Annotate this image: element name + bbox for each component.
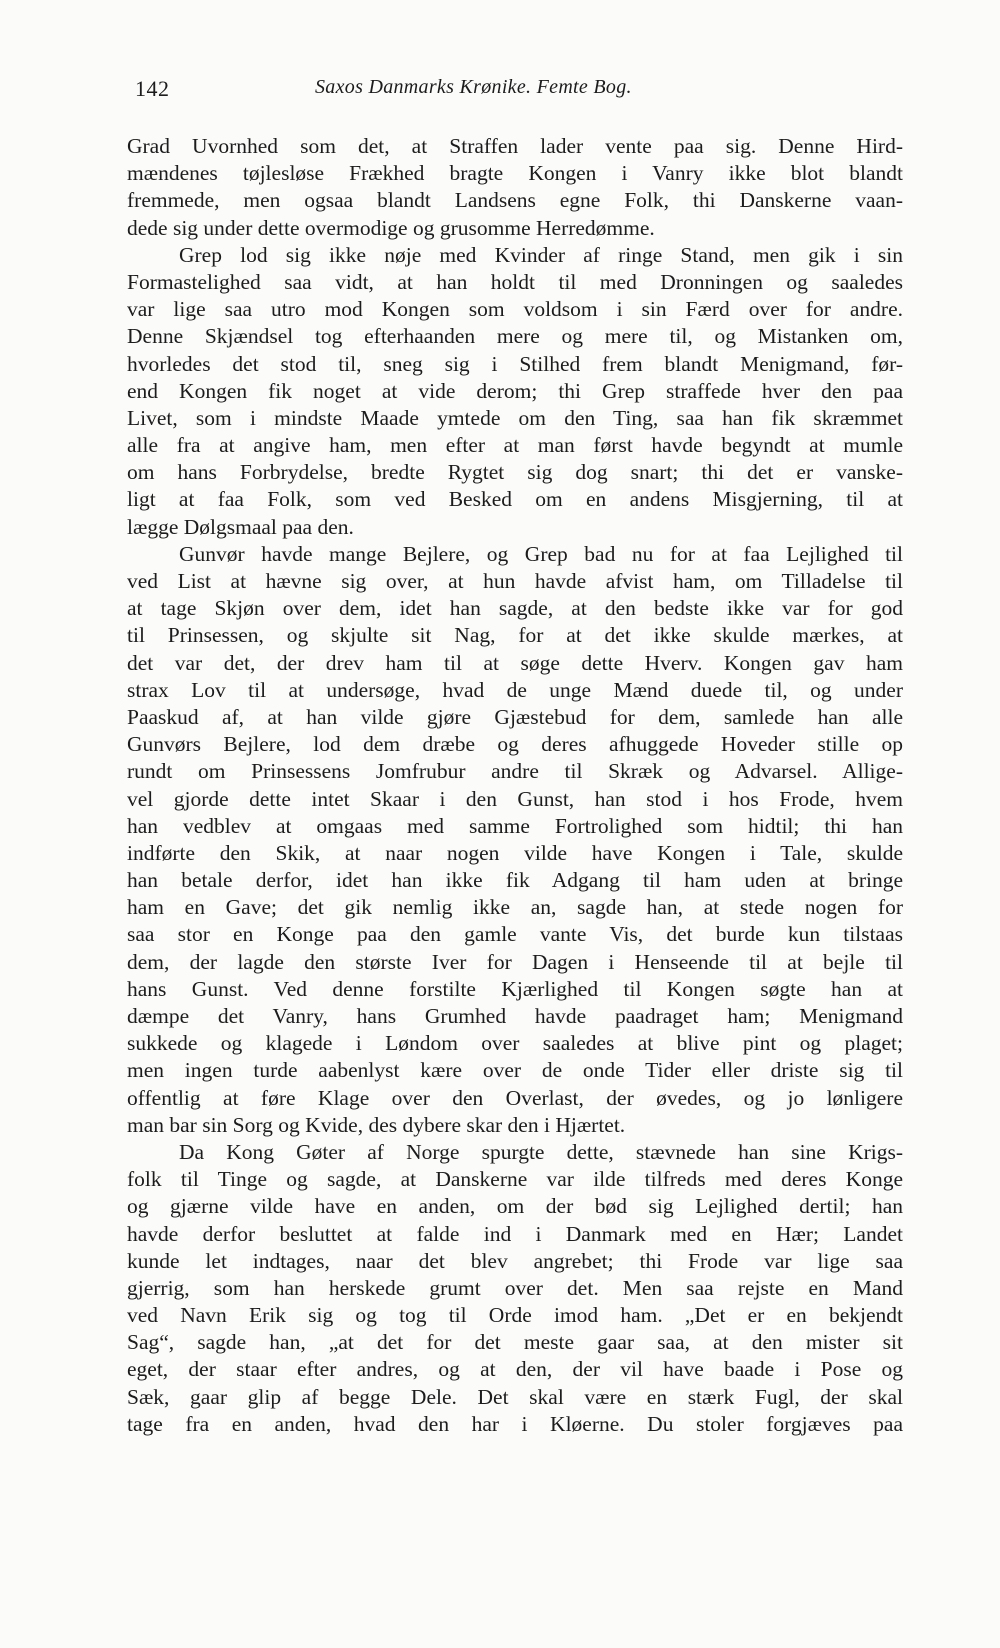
text-line: Da Kong Gøter af Norge spurgte dette, stævnede han sine Krigs-: [179, 1139, 903, 1164]
text-line: fremmede, men ogsaa blandt Landsens egne Folk, thi Danskerne vaan-: [127, 188, 903, 213]
text-line: om hans Forbrydelse, bredte Rygtet sig dog snart; thi det er vanske-: [127, 460, 903, 485]
text-line: folk til Tinge og sagde, at Danskerne var ilde tilfreds med deres Konge: [127, 1167, 903, 1192]
text-line: ved Navn Erik sig og tog til Orde imod ham. „Det er en bekjendt: [127, 1303, 903, 1328]
text-line: men ingen turde aabenlyst kære over de onde Tider eller driste sig til: [127, 1058, 903, 1083]
text-line: var lige saa utro mod Kongen som voldsom i sin Færd over for andre.: [127, 297, 903, 322]
text-line: Sæk, gaar glip af begge Dele. Det skal være en stærk Fugl, der skal: [127, 1384, 903, 1409]
text-line: indførte den Skik, at naar nogen vilde have Kongen i Tale, skulde: [127, 840, 903, 865]
text-line: Paaskud af, at han vilde gjøre Gjæstebud for dem, samlede han alle: [127, 704, 903, 729]
text-line: Formastelighed saa vidt, at han holdt til med Dronningen og saaledes: [127, 269, 903, 294]
body-text: [127, 133, 903, 1438]
text-line: til Prinsessen, og skjulte sit Nag, for at det ikke skulde mærkes, at: [127, 623, 903, 648]
text-line: dede sig under dette overmodige og grusomme Herredømme.: [127, 215, 655, 240]
text-line: gjerrig, som han herskede grumt over det. Men saa rejste en Mand: [127, 1275, 903, 1300]
text-line: hvorledes det stod til, sneg sig i Stilhed frem blandt Menigmand, før-: [127, 351, 903, 376]
text-line: strax Lov til at undersøge, hvad de unge Mænd duede til, og under: [127, 677, 903, 702]
text-line: sukkede og klagede i Løndom over saaledes at blive pint og plaget;: [127, 1031, 903, 1056]
text-line: alle fra at angive ham, men efter at man først havde begyndt at mumle: [127, 433, 903, 458]
text-line: at tage Skjøn over dem, idet han sagde, at den bedste ikke var for god: [127, 596, 903, 621]
running-head: Saxos Danmarks Krønike. Femte Bog.: [315, 76, 632, 98]
text-line: Sag“, sagde han, „at det for det meste gaar saa, at den mister sit: [127, 1330, 903, 1355]
text-line: og gjærne vilde have en anden, om der bød sig Lejlighed dertil; han: [127, 1194, 903, 1219]
text-line: ligt at faa Folk, som ved Besked om en andens Misgjerning, til at: [127, 487, 903, 512]
text-line: ved List at hævne sig over, at hun havde afvist ham, om Tilladelse til: [127, 569, 903, 593]
text-line: lægge Dølgsmaal paa den.: [127, 514, 354, 539]
text-line: mændenes tøjlesløse Frækhed bragte Kongen i Vanry ikke blot blandt: [127, 161, 903, 186]
text-line: eget, der staar efter andres, og at den, der vil have baade i Pose og: [127, 1357, 903, 1382]
text-line: vel gjorde dette intet Skaar i den Gunst, han stod i hos Frode, hvem: [127, 786, 903, 811]
text-line: havde derfor besluttet at falde ind i Danmark med en Hær; Landet: [127, 1221, 903, 1246]
text-line: saa stor en Konge paa den gamle vante Vis, det burde kun tilstaas: [127, 922, 903, 947]
text-line: tage fra en anden, hvad den har i Kløerne. Du stoler forgjæves paa: [127, 1411, 903, 1436]
text-line: Denne Skjændsel tog efterhaanden mere og mere til, og Mistanken om,: [127, 324, 903, 349]
text-line: han betale derfor, idet han ikke fik Adgang til ham uden at bringe: [127, 868, 903, 893]
text-line: Gunvør havde mange Bejlere, og Grep bad nu for at faa Lejlighed til: [179, 541, 903, 566]
text-line: hans Gunst. Ved denne forstilte Kjærlighed til Kongen søgte han at: [127, 976, 903, 1001]
text-line: Grep lod sig ikke nøje med Kvinder af ringe Stand, men gik i sin: [179, 242, 903, 267]
text-line: Gunvørs Bejlere, lod dem dræbe og deres afhuggede Hoveder stille op: [127, 732, 903, 757]
text-line: dæmpe det Vanry, hans Grumhed havde paadraget ham; Menigmand: [127, 1004, 903, 1028]
text-line: man bar sin Sorg og Kvide, des dybere skar den i Hjærtet.: [127, 1112, 626, 1137]
page-number: 142: [135, 76, 170, 101]
text-line: offentlig at føre Klage over den Overlast, der øvedes, og jo lønligere: [127, 1085, 903, 1110]
page-header: [135, 76, 895, 112]
text-line: ham en Gave; det gik nemlig ikke an, sagde han, at stede nogen for: [127, 895, 903, 920]
text-line: Grad Uvornhed som det, at Straffen lader vente paa sig. Denne Hird-: [127, 134, 903, 158]
text-line: han vedblev at omgaas med samme Fortrolighed som hidtil; thi han: [127, 813, 903, 838]
text-line: Livet, som i mindste Maade ymtede om den Ting, saa han fik skræmmet: [127, 405, 903, 430]
text-line: kunde let indtages, naar det blev angrebet; thi Frode var lige saa: [127, 1248, 903, 1273]
text-line: end Kongen fik noget at vide derom; thi Grep straffede hver den paa: [127, 378, 903, 403]
text-line: rundt om Prinsessens Jomfrubur andre til Skræk og Advarsel. Allige-: [127, 759, 903, 784]
text-line: det var det, der drev ham til at søge dette Hverv. Kongen gav ham: [127, 650, 903, 675]
text-line: dem, der lagde den største Iver for Dagen i Henseende til at bejle til: [127, 949, 903, 974]
